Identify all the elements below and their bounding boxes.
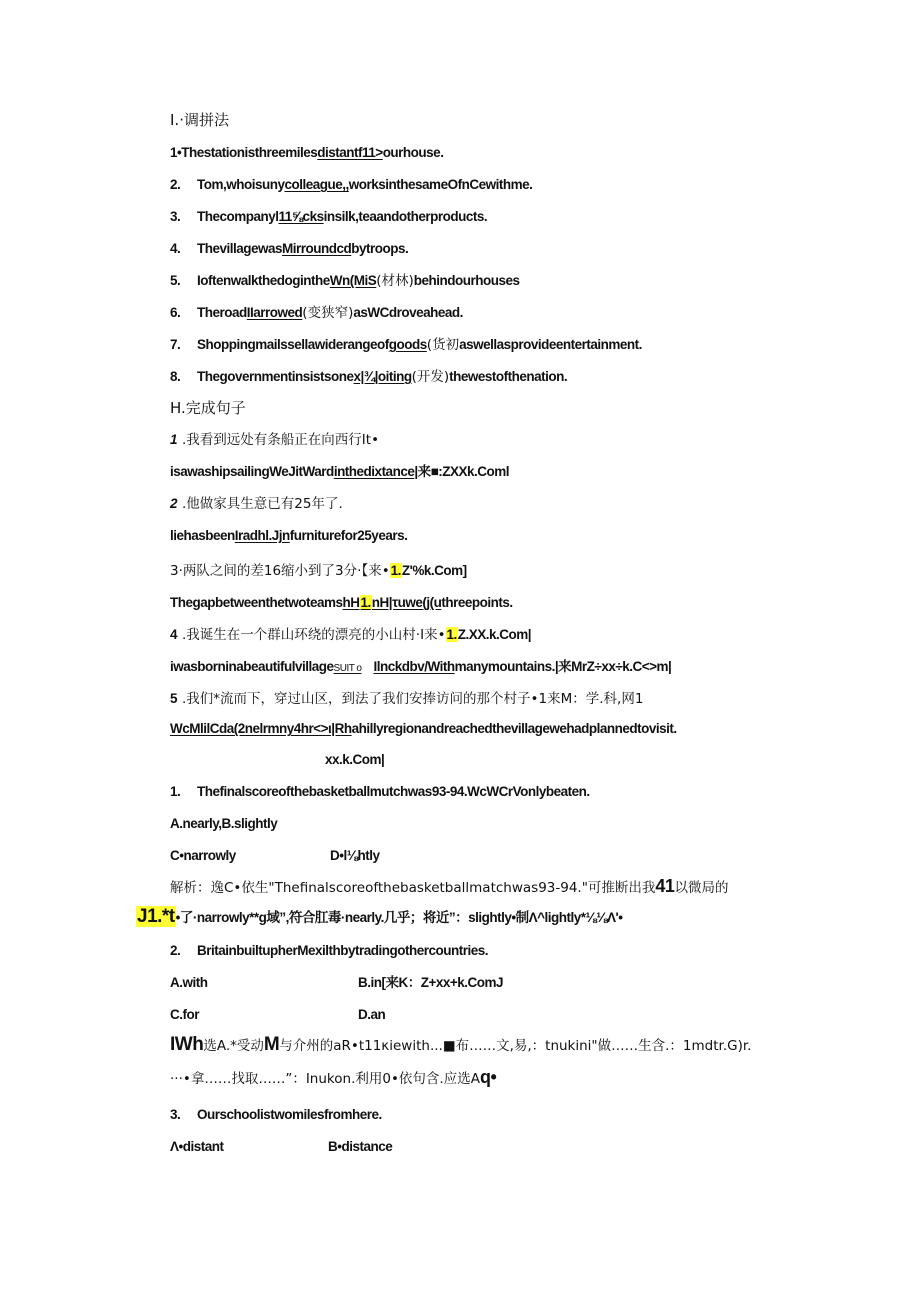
chinese-sentence: 3·两队之间的差16缩小到了3分·【来• xyxy=(170,563,390,579)
options-line xyxy=(170,974,570,992)
highlighted-text: 1. xyxy=(446,627,457,642)
item-number: 1 xyxy=(170,432,178,447)
translation-line xyxy=(170,527,407,545)
option-d: D.an xyxy=(358,1007,386,1022)
options-line xyxy=(170,1006,570,1024)
options-line xyxy=(170,847,570,865)
item-text: ourhouse. xyxy=(382,145,444,160)
answer-blank: Iradhl.Jjn xyxy=(234,528,290,543)
answer-blank: IIarrowed xyxy=(246,305,303,320)
item-text: furniturefor25years. xyxy=(289,528,408,543)
answer-blank: x|¾|oiting xyxy=(353,369,412,384)
item-number: 4. xyxy=(170,241,181,256)
item-text: Z.XX.k.Com| xyxy=(457,627,532,642)
item-number: 2. xyxy=(170,177,181,192)
question-number: 2. xyxy=(170,943,181,958)
option-a: A.nearly,B.slightly xyxy=(170,816,278,831)
explanation-text: 以微局的 xyxy=(674,880,729,896)
translation-line xyxy=(170,626,531,644)
explanation-emphasis: q• xyxy=(479,1067,497,1087)
highlighted-text: 1. xyxy=(390,563,401,578)
exercise-line xyxy=(170,240,408,258)
highlighted-text: 1. xyxy=(360,595,371,610)
chinese-sentence: .我们*流而下，穿过山区，到法了我们安捧访问的那个村子•1来M：学.科,网1 xyxy=(182,691,644,707)
exercise-line xyxy=(170,304,463,322)
item-text: aswellasprovideentertainment. xyxy=(459,337,642,352)
explanation-emphasis: 41 xyxy=(655,876,675,896)
option-a: A.with xyxy=(170,975,208,990)
explanation-line xyxy=(136,908,623,927)
translation-line xyxy=(170,431,379,449)
item-number: 8. xyxy=(170,369,181,384)
section-heading xyxy=(170,399,246,418)
options-line xyxy=(170,815,277,833)
answer-blank: Ilnckdbv/With xyxy=(373,659,455,674)
item-text: Thevillagewas xyxy=(197,241,283,256)
exercise-line xyxy=(170,368,567,386)
item-text: thewestofthenation. xyxy=(449,369,568,384)
item-text: Shoppingmailssellawiderangeof xyxy=(197,337,389,352)
item-number: 2 xyxy=(170,496,178,511)
chinese-hint: (材林) xyxy=(376,273,414,289)
exercise-line xyxy=(170,208,487,226)
item-text: xx.k.Com| xyxy=(325,752,385,767)
translation-line xyxy=(170,720,677,738)
item-text: insilk,teaandotherproducts. xyxy=(323,209,488,224)
option-b: B.in[来K：Z+xx+k.ComJ xyxy=(358,975,504,990)
explanation-text: •了·narrowly**g域”,符合肛毒·nearly.几乎；将近”：slightly•制Λ^lightly*⅛⅛Λ'• xyxy=(175,910,623,925)
chinese-sentence: .他做家具生意已有25年了. xyxy=(182,496,343,512)
exercise-line xyxy=(170,176,532,194)
answer-blank: Mirroundcd xyxy=(282,241,352,256)
item-number: 5. xyxy=(170,273,181,288)
item-number: 4 xyxy=(170,627,178,642)
item-text: Thecompanyl xyxy=(197,209,279,224)
answer-blank: 11⅝cks xyxy=(278,209,324,224)
explanation-text: ···•拿……找取……”：Inukon.利用0•依句含.应选A xyxy=(170,1071,480,1087)
answer-blank xyxy=(334,663,362,674)
explanation-text: 与介州的aR•t11κiewith...■布……文,易,：tnukini"做……生含.：1mdtr.G)r. xyxy=(279,1038,752,1054)
item-text: iwasborninabeautifulvillage xyxy=(170,659,334,674)
item-number: 5 xyxy=(170,691,178,706)
question-text: Thefinalscoreofthebasketballmutchwas93-94.WcWCrVonlybeaten. xyxy=(197,784,590,799)
translation-line xyxy=(170,463,509,481)
question-text: Ourschoolistwomilesfromhere. xyxy=(197,1107,382,1122)
item-text: threepoints. xyxy=(441,595,513,610)
item-text: liehasbeen xyxy=(170,528,235,543)
answer-blank: goods xyxy=(388,337,427,352)
item-number: 1• xyxy=(170,145,182,160)
item-text: Tom,whoisuny xyxy=(197,177,285,192)
translation-line xyxy=(170,690,643,708)
item-number: 6. xyxy=(170,305,181,320)
item-text: ahillyregionandreachedthevillagewehadplannedtovisit. xyxy=(351,721,677,736)
translation-line xyxy=(170,495,343,513)
item-text: asWCdroveahead. xyxy=(353,305,463,320)
item-text: worksinthesameOfnCewithme. xyxy=(348,177,533,192)
chinese-hint: (变狭窄) xyxy=(302,305,354,321)
option-b: B•distance xyxy=(328,1139,393,1154)
explanation-text: 解析：逸C•依生"Thefinalscoreofthebasketballmatchwas93-94."可推断出我 xyxy=(170,880,656,896)
question-stem xyxy=(170,942,488,960)
item-text: Thegapbetweenthetwoteams xyxy=(170,595,343,610)
item-number: 3. xyxy=(170,209,181,224)
option-c: C•narrowly xyxy=(170,848,236,863)
option-a: Λ•distant xyxy=(170,1139,224,1154)
translation-line xyxy=(325,751,384,769)
exercise-line xyxy=(170,272,520,290)
chinese-sentence: .我诞生在一个群山环绕的漂亮的小山村·I来• xyxy=(182,627,446,643)
item-text: bytroops. xyxy=(351,241,409,256)
answer-blank: inthedixtance xyxy=(333,464,415,479)
answer-part: nH|τuwe(j(u xyxy=(371,595,442,610)
item-text: behindourhouses xyxy=(413,273,520,288)
question-stem xyxy=(170,783,590,801)
translation-line xyxy=(170,562,467,580)
item-text: Z'%k.Com] xyxy=(401,563,467,578)
item-text: Theroad xyxy=(197,305,247,320)
item-text: manymountains.|来MrZ÷xx÷k.C<>m| xyxy=(454,659,672,674)
answer-blank: colleague,, xyxy=(284,177,349,192)
answer-blank: WcMlilCda(2nelrmny4hr<>ι|Rh xyxy=(170,721,352,736)
section-heading-text: H.完成句子 xyxy=(170,399,246,417)
question-text: BritainbuiltupherMexilthbytradingothercountries. xyxy=(197,943,489,958)
chinese-hint: (开发) xyxy=(411,369,450,385)
question-number: 1. xyxy=(170,784,181,799)
translation-line xyxy=(170,594,513,612)
question-number: 3. xyxy=(170,1107,181,1122)
chinese-sentence: .我看到远处有条船正在向西行It• xyxy=(182,432,380,448)
explanation-line xyxy=(170,877,728,897)
item-text: Ioftenwalkthedoginthe xyxy=(197,273,330,288)
explanation-line xyxy=(170,1036,751,1055)
option-c: C.for xyxy=(170,1007,199,1022)
explanation-emphasis: M xyxy=(263,1034,280,1055)
item-number: 7. xyxy=(170,337,181,352)
explanation-line xyxy=(170,1068,496,1088)
highlighted-text: J1.*t xyxy=(137,906,175,927)
explanation-text: 选A.*受动 xyxy=(203,1038,264,1054)
answer-blank: distantf11> xyxy=(317,145,383,160)
exercise-line xyxy=(170,144,443,162)
item-text: Thegovernmentinsistsone xyxy=(197,369,354,384)
chinese-hint: (货初 xyxy=(426,337,460,353)
explanation-emphasis: IWh xyxy=(170,1034,204,1055)
answer-part: SUIT o xyxy=(333,663,362,674)
question-stem xyxy=(170,1106,382,1124)
item-text: Thestationisthreemiles xyxy=(181,145,318,160)
translation-line xyxy=(170,658,671,678)
answer-blank xyxy=(343,595,442,610)
section-heading-text: I.·调拼法 xyxy=(170,111,229,129)
options-line xyxy=(170,1138,570,1156)
item-text: |来■:ZXXk.Coml xyxy=(414,464,510,479)
exercise-line xyxy=(170,336,642,354)
answer-part: hH xyxy=(342,595,360,610)
item-text: isawashipsailingWeJitWard xyxy=(170,464,334,479)
answer-blank: Wn(MiS xyxy=(329,273,377,288)
section-heading xyxy=(170,111,229,130)
option-d: D•l⅛htly xyxy=(330,848,380,863)
